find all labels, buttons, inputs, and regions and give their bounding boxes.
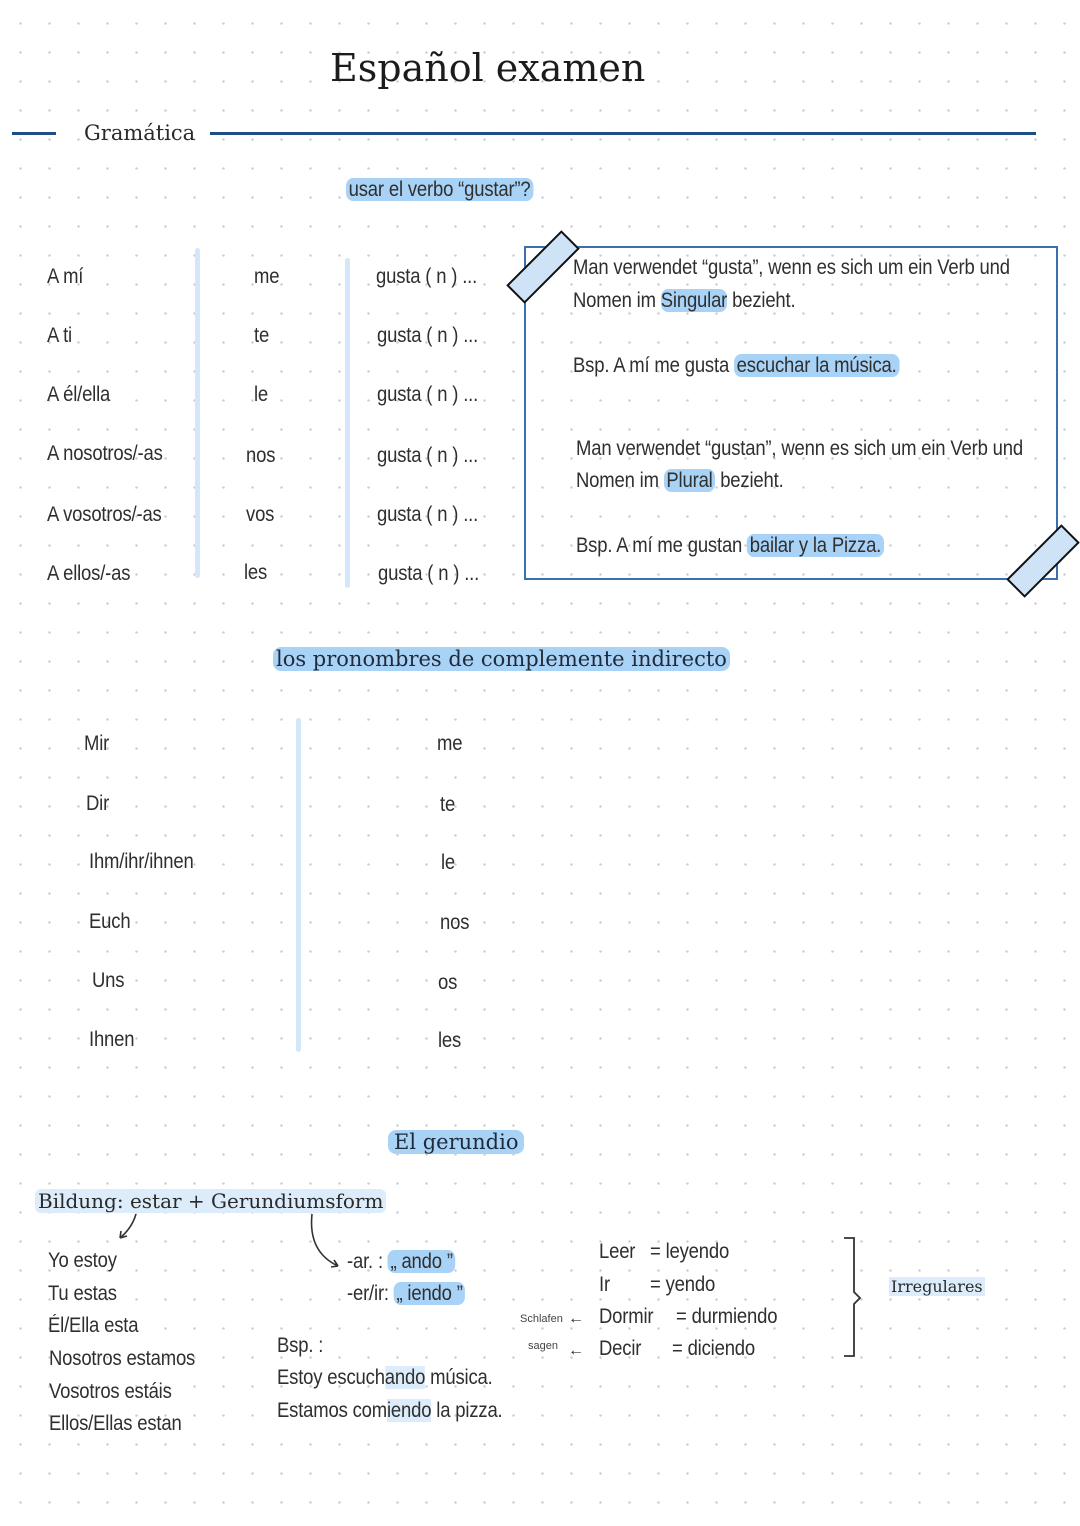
irregular-verb: Dormir [599, 1305, 654, 1328]
irregulares-label: Irregulares [891, 1277, 983, 1296]
pronoun-german: Dir [86, 792, 110, 815]
irregular-brace [840, 1236, 870, 1360]
estar-form: Tu estas [48, 1282, 117, 1305]
pronoun-german: Euch [89, 910, 131, 933]
arrow-left-icon: ← [568, 1310, 584, 1327]
gustar-subject: A mí [47, 265, 84, 288]
pronoun-spanish: me [437, 732, 463, 755]
irregular-form: = durmiendo [676, 1305, 778, 1328]
pronoun-german: Ihm/ihr/ihnen [89, 850, 194, 873]
note-singular-line1: Man verwendet “gusta”, wenn es sich um ein Verb und [573, 256, 1010, 279]
gustar-pronoun: les [244, 561, 268, 584]
estar-form: Yo estoy [48, 1249, 117, 1272]
gustar-subject: A ellos/-as [47, 562, 131, 585]
gustar-pronoun: te [254, 324, 270, 347]
gustar-subject: A vosotros/-as [47, 503, 162, 526]
pronoun-spanish: os [438, 971, 458, 994]
pronoun-spanish: nos [440, 911, 470, 934]
irregular-verb: Leer [599, 1240, 636, 1263]
pronoun-german: Mir [84, 732, 110, 755]
gustar-subject: A nosotros/-as [47, 442, 163, 465]
ending-ar: -ar. : „ ando ” [347, 1250, 455, 1274]
gustar-divider-1 [195, 248, 200, 578]
pronoun-german: Ihnen [89, 1028, 135, 1051]
gustar-verb: gusta ( n ) ... [377, 503, 479, 526]
header-rule-left [12, 132, 56, 135]
irregular-verb: Decir [599, 1337, 642, 1360]
note-singular-line2: Nomen im Singular bezieht. [573, 289, 796, 312]
pronoun-spanish: le [441, 851, 456, 874]
section-label: Gramática [84, 121, 196, 145]
gerundio-bsp-label: Bsp. : [277, 1334, 324, 1357]
example-1-highlight: escuchar la música. [734, 354, 899, 377]
gustar-pronoun: me [254, 265, 280, 288]
estar-form: Ellos/Ellas estan [49, 1412, 182, 1435]
gustar-pronoun: vos [246, 503, 275, 526]
irregular-form: = leyendo [650, 1240, 730, 1263]
gustar-pronoun: nos [246, 444, 276, 467]
gerundio-example-2: Estamos comiendo la pizza. [277, 1399, 503, 1422]
gustar-subject: A ti [47, 324, 72, 347]
gustar-verb: gusta ( n ) ... [377, 324, 479, 347]
estar-form: Él/Ella esta [48, 1314, 139, 1337]
ending-erir-highlight: „ iendo ” [394, 1282, 466, 1305]
gustar-verb: gusta ( n ) ... [378, 562, 480, 585]
gustar-pronoun: le [254, 383, 269, 406]
singular-highlight: Singular [660, 289, 728, 312]
page-title: Español examen [330, 46, 646, 90]
ending-erir: -er/ir: „ iendo ” [347, 1282, 465, 1306]
gustar-verb: gusta ( n ) ... [376, 265, 478, 288]
note-example-2: Bsp. A mí me gustan bailar y la Pizza. [576, 534, 884, 558]
irregular-verb: Ir [599, 1273, 610, 1296]
gustar-verb: gusta ( n ) ... [377, 444, 479, 467]
irregular-note: Schlafen [520, 1313, 563, 1325]
estar-form: Nosotros estamos [49, 1347, 196, 1370]
pronouns-divider [296, 718, 301, 1052]
bildung-line: Bildung: estar + Gerundiumsform [35, 1189, 386, 1213]
note-plural-line1: Man verwendet “gustan”, wenn es sich um ein Verb und [576, 437, 1023, 460]
gustar-verb: gusta ( n ) ... [377, 383, 479, 406]
irregular-form: = diciendo [672, 1337, 756, 1360]
ending-ar-highlight: „ ando ” [388, 1250, 456, 1273]
pronoun-spanish: les [438, 1029, 462, 1052]
irregular-form: = yendo [650, 1273, 716, 1296]
gerundio-example-1: Estoy escuchando música. [277, 1366, 493, 1389]
gerundio-heading: El gerundio [388, 1130, 524, 1154]
pronoun-spanish: te [440, 793, 456, 816]
example-2-highlight: bailar y la Pizza. [747, 534, 884, 557]
pronoun-german: Uns [92, 969, 125, 992]
note-example-1: Bsp. A mí me gusta escuchar la música. [573, 354, 899, 378]
arrow-left-icon: ← [568, 1342, 584, 1359]
gustar-subject: A él/ella [47, 383, 111, 406]
note-plural-line2: Nomen im Plural bezieht. [576, 469, 784, 492]
gustar-divider-2 [345, 258, 350, 588]
irregular-note: sagen [528, 1340, 558, 1352]
pronouns-heading: los pronombres de complemente indirecto [273, 647, 730, 671]
gustar-heading: usar el verbo “gustar”? [346, 178, 533, 202]
plural-highlight: Plural [664, 469, 715, 492]
header-rule-right [210, 132, 1036, 135]
estar-form: Vosotros estáis [49, 1380, 172, 1403]
arrow-estar [110, 1212, 150, 1248]
